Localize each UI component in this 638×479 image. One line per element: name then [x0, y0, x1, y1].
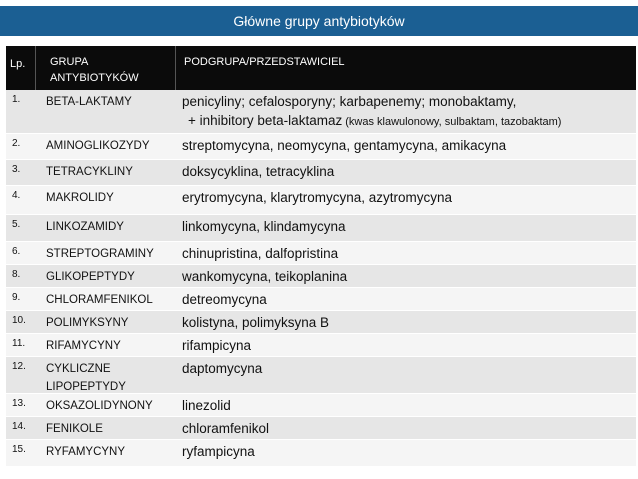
row-number: 13. [12, 398, 26, 409]
table-row [6, 134, 636, 160]
header-lp: Lp. [6, 46, 36, 90]
row-subgroup: rifampicyna [182, 338, 252, 353]
row-group: MAKROLIDY [46, 192, 114, 204]
row-subgroup: streptomycyna, neomycyna, gentamycyna, amikacyna [182, 138, 507, 153]
row-number: 6. [12, 246, 21, 257]
page-title: Główne grupy antybiotyków [233, 13, 405, 29]
table-row [6, 311, 636, 334]
row-group: LINKOZAMIDY [46, 221, 124, 233]
header-group-line2: ANTYBIOTYKÓW [50, 72, 139, 84]
antibiotics-table [6, 46, 636, 467]
row-number: 15. [12, 444, 26, 455]
row-group-line1: CYKLICZNE [46, 363, 111, 375]
row-subgroup: erytromycyna, klarytromycyna, azytromycyna [182, 190, 453, 205]
table-row [6, 242, 636, 265]
title-bar [0, 6, 638, 36]
row-group: RIFAMYCYNY [46, 340, 121, 352]
table-row [6, 440, 636, 467]
table-row [6, 357, 636, 394]
header-group-line1: GRUPA [50, 56, 89, 68]
row-number: 9. [12, 292, 21, 303]
row-group: POLIMYKSYNY [46, 317, 129, 329]
row-number: 4. [12, 190, 21, 201]
row-group: RYFAMYCYNY [46, 446, 126, 458]
row-group: BETA-LAKTAMY [46, 96, 132, 108]
row-subgroup: doksycyklina, tetracyklina [182, 164, 335, 179]
row-subgroup: ryfampicyna [182, 444, 255, 459]
row-number: 10. [12, 315, 26, 326]
row-subgroup: linezolid [182, 398, 231, 413]
row-subgroup: chinupristina, dalfopristina [182, 246, 339, 261]
table-row [6, 215, 636, 242]
table-row [6, 417, 636, 440]
table-row [6, 394, 636, 417]
row-number: 2. [12, 138, 21, 149]
header-subgroup: PODGRUPA/PRZEDSTAWICIEL [184, 56, 345, 68]
row-number: 5. [12, 219, 21, 230]
row-subgroup: chloramfenikol [182, 421, 270, 436]
table-row [6, 186, 636, 215]
row-number: 12. [12, 361, 26, 372]
table-row [6, 288, 636, 311]
row-subgroup [176, 90, 636, 133]
row-number: 3. [12, 164, 21, 175]
table-row [6, 265, 636, 288]
row-group-line2: LIPOPEPTYDY [46, 381, 126, 393]
row-subgroup: detreomycyna [182, 292, 267, 307]
row-group: OKSAZOLIDYNONY [46, 400, 153, 412]
row-group: FENIKOLE [46, 423, 103, 435]
row-subgroup-line1: penicyliny; cefalosporyny; karbapenemy; monobaktamy, [182, 94, 517, 109]
row-group: STREPTOGRAMINY [46, 248, 154, 260]
row-subgroup-inhibitors: + inhibitory beta-laktamaz [188, 113, 343, 128]
row-group: GLIKOPEPTYDY [46, 271, 135, 283]
row-subgroup: wankomycyna, teikoplanina [182, 269, 348, 284]
row-number: 11. [12, 338, 26, 349]
row-number: 8. [12, 269, 21, 280]
row-number: 14. [12, 421, 26, 432]
row-group [36, 357, 176, 393]
row-group: TETRACYKLINY [46, 166, 133, 178]
row-subgroup: kolistyna, polimyksyna B [182, 315, 330, 330]
row-subgroup-examples: (kwas klawulonowy, sulbaktam, tazobaktam) [342, 116, 562, 128]
table-row [6, 90, 636, 134]
row-number: 1. [12, 94, 21, 105]
row-subgroup: daptomycyna [182, 361, 263, 376]
row-group: AMINOGLIKOZYDY [46, 140, 150, 152]
header-group [36, 46, 176, 90]
table-row [6, 160, 636, 186]
row-group: CHLORAMFENIKOL [46, 294, 153, 306]
row-subgroup: linkomycyna, klindamycyna [182, 219, 346, 234]
row-subgroup-line2 [182, 111, 636, 132]
table-row [6, 334, 636, 357]
table-header [6, 46, 636, 90]
